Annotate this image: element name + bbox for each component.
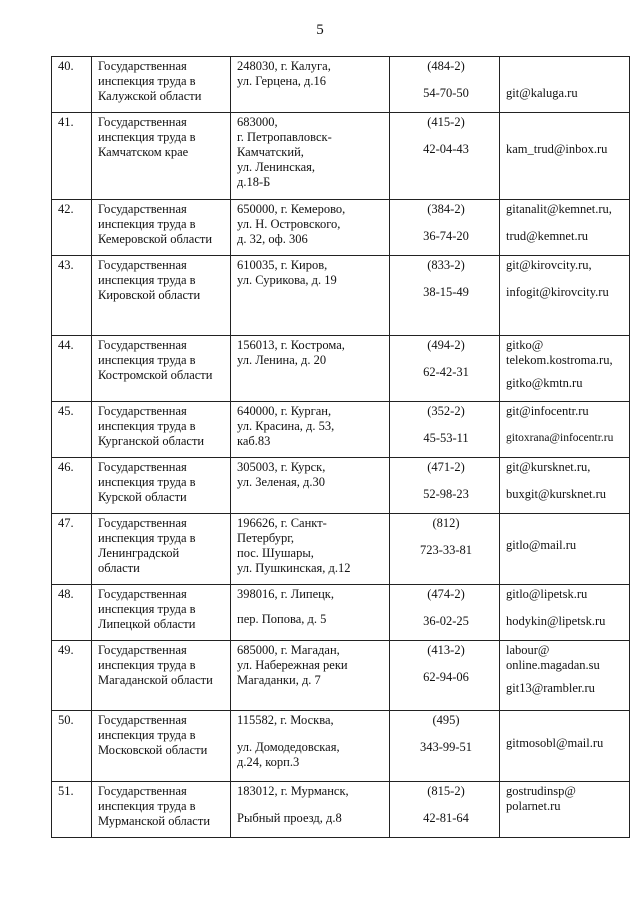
email-cell [500,336,630,402]
organization-line: инспекция труда в [98,531,196,545]
row-number: 43. [52,256,92,336]
phone-cell [390,256,500,336]
organization-line: Государственная [98,460,187,474]
address-line: Магаданки, д. 7 [237,673,321,687]
organization-line: Курганской области [98,434,205,448]
email-link[interactable]: gitko@ [506,338,544,352]
organization-line: Государственная [98,643,187,657]
organization-line: Камчатском крае [98,145,189,159]
organization-line: Государственная [98,404,187,418]
row-number: 44. [52,336,92,402]
address-line: 398016, г. Липецк, [237,587,335,601]
address-line: д.18-Б [237,175,271,189]
email-link[interactable]: infogit@kirovcity.ru [506,285,609,299]
address-line: ул. Пушкинская, д.12 [237,561,351,575]
phone-cell [390,402,500,458]
table-row [52,711,630,782]
email-link[interactable]: gitlo@lipetsk.ru [506,587,588,601]
organization-line: Московской области [98,743,208,757]
address-cell [231,402,390,458]
address-cell [231,585,390,641]
table-row [52,113,630,200]
row-number: 50. [52,711,92,782]
address-line: ул. Ленина, д. 20 [237,353,327,367]
address-line: пер. Попова, д. 5 [237,612,327,626]
table-row [52,641,630,711]
row-number: 49. [52,641,92,711]
row-number: 48. [52,585,92,641]
phone-code: (413-2) [427,643,465,657]
table-row [52,57,630,113]
organization-line: инспекция труда в [98,217,196,231]
address-line: 650000, г. Кемерово, [237,202,346,216]
organization-line: области [98,561,140,575]
email-link[interactable]: gostrudinsp@ [506,784,576,798]
address-line: 196626, г. Санкт- [237,516,327,530]
table-row [52,514,630,585]
page-number: 5 [316,22,324,38]
phone-number: 42-04-43 [423,142,469,156]
phone-code: (484-2) [427,59,465,73]
email-link[interactable]: kam_trud@inbox.ru [506,142,608,156]
email-cell [500,782,630,838]
row-number: 40. [52,57,92,113]
email-link[interactable]: gitanalit@kemnet.ru, [506,202,612,216]
phone-code: (833-2) [427,258,465,272]
row-number: 42. [52,200,92,256]
phone-number: 343-99-51 [419,740,473,754]
address-line: ул. Набережная реки [237,658,348,672]
organization-line: инспекция труда в [98,475,196,489]
address-cell [231,113,390,200]
phone-number: 62-42-31 [423,365,469,379]
organization-line: Мурманской области [98,814,211,828]
email-link[interactable]: labour@ [506,643,550,657]
phone-cell [390,113,500,200]
address-line: ул. Н. Островского, [237,217,341,231]
email-link[interactable]: git@kursknet.ru, [506,460,591,474]
address-cell [231,256,390,336]
address-line: 248030, г. Калуга, [237,59,331,73]
address-line: каб.83 [237,434,271,448]
address-cell [231,641,390,711]
table-row [52,200,630,256]
address-cell [231,200,390,256]
phone-number: 42-81-64 [423,811,469,825]
phone-cell [390,200,500,256]
organization-line: Липецкой области [98,617,196,631]
row-number: 47. [52,514,92,585]
email-link[interactable]: trud@kemnet.ru [506,229,588,243]
organization-line: Государственная [98,784,187,798]
phone-number: 45-53-11 [423,431,469,445]
address-cell [231,458,390,514]
organization-line: Костромской области [98,368,213,382]
organization-cell [92,256,231,336]
phone-code: (812) [432,516,460,530]
address-line: 685000, г. Магадан, [237,643,340,657]
organization-cell [92,113,231,200]
email-link[interactable]: telekom.kostroma.ru, [506,353,613,367]
organization-line: инспекция труда в [98,602,196,616]
address-line: г. Петропавловск- [237,130,332,144]
address-cell [231,57,390,113]
organization-line: Государственная [98,587,187,601]
address-line: 156013, г. Кострома, [237,338,345,352]
organization-cell [92,711,231,782]
email-cell [500,585,630,641]
organization-line: инспекция труда в [98,658,196,672]
address-line: ул. Сурикова, д. 19 [237,273,337,287]
email-link[interactable]: git@kaluga.ru [506,86,578,100]
address-cell [231,336,390,402]
phone-code: (384-2) [427,202,465,216]
organization-cell [92,641,231,711]
email-link[interactable]: gitko@kmtn.ru [506,376,583,390]
phone-code: (471-2) [427,460,465,474]
phone-number: 723-33-81 [419,543,473,557]
address-cell [231,711,390,782]
phone-cell [390,458,500,514]
email-link[interactable]: gitoxrana@infocentr.ru [506,432,614,444]
email-link[interactable]: gitmosobl@mail.ru [506,736,604,750]
table-row [52,782,630,838]
email-cell [500,458,630,514]
organization-line: инспекция труда в [98,728,196,742]
organization-cell [92,200,231,256]
address-cell [231,782,390,838]
address-line: ул. Ленинская, [237,160,316,174]
address-line: 640000, г. Курган, [237,404,332,418]
organization-cell [92,336,231,402]
organization-cell [92,585,231,641]
phone-code: (415-2) [427,115,465,129]
phone-code: (495) [432,713,460,727]
address-cell [231,514,390,585]
address-line: 115582, г. Москва, [237,713,334,727]
email-cell [500,113,630,200]
organization-cell [92,402,231,458]
address-line: Камчатский, [237,145,304,159]
organization-line: Государственная [98,202,187,216]
organization-cell [92,514,231,585]
organization-line: Ленинградской [98,546,180,560]
phone-cell [390,782,500,838]
email-cell [500,200,630,256]
organization-line: инспекция труда в [98,130,196,144]
phone-number: 36-74-20 [423,229,469,243]
email-link[interactable]: online.magadan.su [506,658,600,672]
phone-cell [390,57,500,113]
address-line: Петербург, [237,531,295,545]
organization-line: Кировской области [98,288,201,302]
row-number: 46. [52,458,92,514]
organization-line: Кемеровской области [98,232,213,246]
phone-number: 54-70-50 [423,86,469,100]
address-line: ул. Домодедовская, [237,740,340,754]
row-number: 51. [52,782,92,838]
phone-cell [390,711,500,782]
address-line: ул. Красина, д. 53, [237,419,335,433]
email-cell [500,57,630,113]
phone-number: 36-02-25 [423,614,469,628]
organization-line: инспекция труда в [98,74,196,88]
phone-code: (494-2) [427,338,465,352]
email-link[interactable]: hodykin@lipetsk.ru [506,614,606,628]
email-cell [500,514,630,585]
organization-cell [92,782,231,838]
inspection-registry-table [51,56,630,838]
email-cell [500,256,630,336]
table-row [52,402,630,458]
email-link[interactable]: git13@rambler.ru [506,681,595,695]
table-row [52,336,630,402]
phone-number: 52-98-23 [423,487,469,501]
phone-code: (474-2) [427,587,465,601]
address-line: пос. Шушары, [237,546,314,560]
address-line: ул. Зеленая, д.30 [237,475,326,489]
address-line: 683000, [237,115,278,129]
table-row [52,458,630,514]
email-link[interactable]: polarnet.ru [506,799,561,813]
organization-line: Магаданской области [98,673,213,687]
organization-line: инспекция труда в [98,353,196,367]
table-row [52,256,630,336]
address-line: д. 32, оф. 306 [237,232,308,246]
table-row [52,585,630,641]
organization-line: Государственная [98,713,187,727]
address-line: 610035, г. Киров, [237,258,328,272]
email-link[interactable]: buxgit@kursknet.ru [506,487,607,501]
phone-number: 62-94-06 [423,670,469,684]
row-number: 41. [52,113,92,200]
organization-cell [92,57,231,113]
organization-line: Государственная [98,115,187,129]
email-cell [500,402,630,458]
address-line: 183012, г. Мурманск, [237,784,349,798]
address-line: д.24, корп.3 [237,755,300,769]
phone-cell [390,336,500,402]
phone-code: (352-2) [427,404,465,418]
organization-line: Курской области [98,490,187,504]
phone-cell [390,514,500,585]
row-number: 45. [52,402,92,458]
email-cell [500,641,630,711]
organization-line: Калужской области [98,89,202,103]
organization-line: инспекция труда в [98,799,196,813]
address-line: ул. Герцена, д.16 [237,74,326,88]
organization-line: Государственная [98,258,187,272]
organization-line: Государственная [98,338,187,352]
organization-cell [92,458,231,514]
phone-code: (815-2) [427,784,465,798]
email-link[interactable]: gitlo@mail.ru [506,538,577,552]
email-link[interactable]: git@infocentr.ru [506,404,589,418]
organization-line: инспекция труда в [98,273,196,287]
phone-cell [390,585,500,641]
organization-line: Государственная [98,516,187,530]
email-cell [500,711,630,782]
phone-number: 38-15-49 [423,285,469,299]
address-line: Рыбный проезд, д.8 [237,811,342,825]
email-link[interactable]: git@kirovcity.ru, [506,258,592,272]
organization-line: инспекция труда в [98,419,196,433]
organization-line: Государственная [98,59,187,73]
address-line: 305003, г. Курск, [237,460,326,474]
phone-cell [390,641,500,711]
